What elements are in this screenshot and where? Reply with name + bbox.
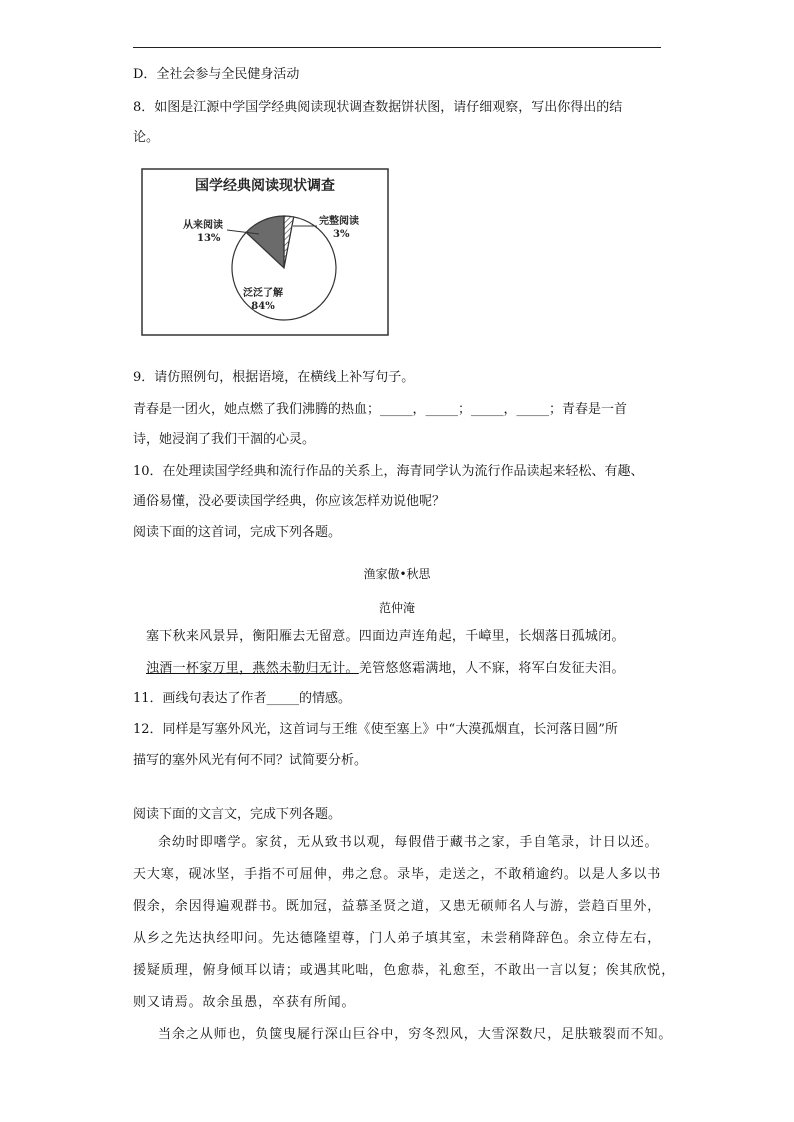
prose-line: 当余之从师也，负箧曳屣行深山巨谷中，穷冬烈风，大雪深数尺，足肤皲裂而不知。 bbox=[158, 1027, 673, 1042]
poem-title: 渔家傲•秋思 bbox=[363, 567, 431, 581]
poem-line2-rest: 羌管悠悠霜满地，人不寐，将军白发征夫泪。 bbox=[358, 661, 625, 676]
pie-label: 完整阅读 bbox=[319, 216, 359, 227]
q9-example-line2: 诗，她浸润了我们干涸的心灵。 bbox=[133, 432, 316, 447]
q9-example-line1: 青春是一团火，她点燃了我们沸腾的热血；_____，_____；_____，_____；青春是一首 bbox=[133, 402, 628, 417]
pie-chart-figure bbox=[141, 168, 389, 336]
poem-underlined-sentence: 浊酒一杯家万里，燕然未勒归无计。 bbox=[146, 661, 359, 676]
q11-text: 11．画线句表达了作者_____的情感。 bbox=[133, 691, 352, 706]
pie-value-label: 3% bbox=[333, 229, 350, 240]
prose-line: 天大寒，砚冰坚，手指不可屈伸，弗之怠。录毕，走送之，不敢稍逾约。以是人多以书 bbox=[133, 867, 662, 882]
q12-text-line1: 12．同样是写塞外风光，这首词与王维《使至塞上》中“大漠孤烟直，长河落日圆”所 bbox=[133, 722, 618, 737]
prose-line: 援疑质理，俯身倾耳以请；或遇其叱咄，色愈恭，礼愈至，不敢出一言以复；俟其欣悦， bbox=[133, 963, 676, 978]
pie-slices bbox=[232, 216, 336, 320]
q9-prompt: 9．请仿照例句，根据语境，在横线上补写句子。 bbox=[133, 370, 415, 385]
q10-text-line1: 10．在处理读国学经典和流行作品的关系上，海青同学认为流行作品读起来轻松、有趣、 bbox=[133, 464, 644, 479]
prose-line: 余幼时即嗜学。家贫，无从致书以观，每假借于藏书之家，手自笔录，计日以还。 bbox=[158, 835, 659, 850]
q7-option-d: D．全社会参与全民健身活动 bbox=[133, 67, 300, 82]
pie-label: 从来阅读 bbox=[183, 220, 223, 231]
q8-text-line1: 8．如图是江源中学国学经典阅读现状调查数据饼状图，请仔细观察，写出你得出的结 bbox=[133, 100, 623, 115]
pie-value-label: 84% bbox=[251, 301, 275, 312]
top-rule bbox=[133, 47, 661, 48]
prose-reading-intro: 阅读下面的文言文，完成下列各题。 bbox=[133, 807, 342, 822]
pie-label: 泛泛了解 bbox=[243, 288, 283, 299]
prose-line: 从乡之先达执经叩问。先达德隆望尊，门人弟子填其室，未尝稍降辞色。余立侍左右， bbox=[133, 931, 662, 946]
prose-line: 假余，余因得遍观群书。既加冠，益慕圣贤之道，又患无硕师名人与游，尝趋百里外， bbox=[133, 899, 662, 914]
q8-text-line2: 论。 bbox=[133, 130, 160, 145]
chart-title: 国学经典阅读现状调查 bbox=[195, 178, 335, 194]
pie-value-label: 13% bbox=[197, 233, 221, 244]
q10-text-line2: 通俗易懂，没必要读国学经典，你应该怎样劝说他呢？ bbox=[133, 494, 446, 509]
prose-line: 则又请焉。故余虽愚，卒获有所闻。 bbox=[133, 995, 356, 1010]
q12-text-line2: 描写的塞外风光有何不同？试简要分析。 bbox=[133, 753, 368, 768]
poem-author: 范仲淹 bbox=[378, 601, 415, 615]
poem-reading-intro: 阅读下面的这首词，完成下列各题。 bbox=[133, 525, 342, 540]
poem-line1: 塞下秋来风景异，衡阳雁去无留意。四面边声连角起，千嶂里，长烟落日孤城闭。 bbox=[146, 629, 625, 644]
poem-line2 bbox=[146, 660, 625, 678]
pie-chart-svg bbox=[141, 168, 389, 336]
